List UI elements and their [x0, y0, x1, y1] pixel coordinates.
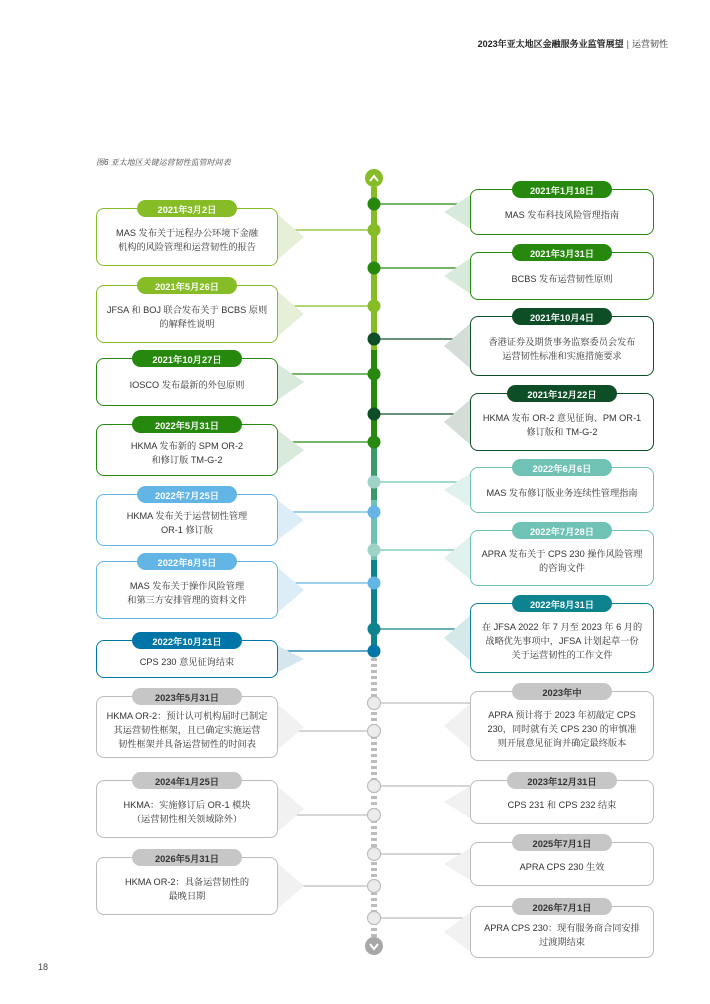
event-node — [368, 912, 381, 925]
event-description: APRA 发布关于 CPS 230 操作风险管理 的咨询文件 — [470, 530, 654, 586]
event-date-badge: 2022年8月31日 — [512, 595, 612, 612]
event-node — [368, 623, 381, 636]
event-node — [368, 436, 381, 449]
event-date-badge: 2022年10月21日 — [132, 632, 242, 649]
event-description: HKMA 发布关于运营韧性管理 OR-1 修订版 — [96, 494, 278, 546]
event-description: 香港证券及期货事务监察委员会发布 运营韧性标准和实施措施要求 — [470, 316, 654, 376]
event-description: 在 JFSA 2022 年 7 月至 2023 年 6 月的 战略优先事项中，JFSA 计划起草一份 关于运营韧性的工作文件 — [470, 603, 654, 673]
axis-start-chevron-icon — [365, 169, 383, 187]
event-date-badge: 2022年6月6日 — [512, 459, 612, 476]
event-description: HKMA：实施修订后 OR-1 模块 （运营韧性相关领域除外） — [96, 780, 278, 838]
event-pointer — [444, 847, 472, 881]
event-node — [368, 880, 381, 893]
event-date-badge: 2021年10月27日 — [132, 350, 242, 367]
event-date-badge: 2023年12月31日 — [507, 772, 617, 789]
event-date-badge: 2023年中 — [512, 683, 612, 700]
event-pointer — [444, 257, 472, 295]
event-pointer — [276, 429, 304, 471]
event-pointer — [444, 702, 472, 750]
event-pointer — [444, 398, 472, 446]
event-pointer — [444, 911, 472, 953]
event-node — [368, 198, 381, 211]
event-description: APRA CPS 230 生效 — [470, 842, 654, 886]
event-date-badge: 2021年3月31日 — [512, 244, 612, 261]
event-description: IOSCO 发布最新的外包原则 — [96, 358, 278, 406]
event-description: MAS 发布关于远程办公环境下金融 机构的风险管理和运营韧性的报告 — [96, 208, 278, 266]
event-description: CPS 230 意见征询结束 — [96, 640, 278, 678]
event-node — [368, 262, 381, 275]
event-node — [368, 476, 381, 489]
figure-title: 图6 亚太地区关键运营韧性监管时间表 — [96, 158, 231, 167]
event-date-badge: 2021年3月2日 — [137, 200, 237, 217]
event-pointer — [444, 535, 472, 581]
report-title: 2023年亚太地区金融服务业监管展望 — [477, 39, 624, 49]
event-pointer — [276, 499, 304, 541]
page-number: 18 — [38, 962, 49, 972]
event-node — [368, 809, 381, 822]
event-date-badge: 2026年5月31日 — [132, 849, 242, 866]
event-date-badge: 2025年7月1日 — [512, 834, 612, 851]
event-node — [368, 544, 381, 557]
event-node — [368, 333, 381, 346]
event-pointer — [444, 785, 472, 819]
event-node — [368, 725, 381, 738]
event-pointer — [276, 213, 304, 261]
event-node — [368, 848, 381, 861]
event-description: MAS 发布修订版业务连续性管理指南 — [470, 467, 654, 513]
event-description: MAS 发布科技风险管理指南 — [470, 189, 654, 235]
event-date-badge: 2026年7月1日 — [512, 898, 612, 915]
event-node — [368, 780, 381, 793]
event-pointer — [444, 322, 472, 370]
event-pointer — [444, 472, 472, 508]
event-pointer — [276, 363, 304, 401]
event-pointer — [444, 194, 472, 230]
event-node — [368, 368, 381, 381]
header-separator: | — [626, 39, 629, 49]
event-date-badge: 2021年10月4日 — [512, 308, 612, 325]
event-pointer — [276, 785, 304, 833]
event-node — [368, 577, 381, 590]
event-description: HKMA OR-2：预计认可机构届时已制定 其运营韧性框架，且已确定实施运营 韧性框架并具备运营韧性的时间表 — [96, 696, 278, 758]
event-date-badge: 2024年1月25日 — [132, 772, 242, 789]
event-date-badge: 2022年7月28日 — [512, 522, 612, 539]
event-date-badge: 2021年1月18日 — [512, 181, 612, 198]
event-pointer — [276, 290, 304, 338]
event-date-badge: 2022年5月31日 — [132, 416, 242, 433]
event-node — [368, 506, 381, 519]
event-description: HKMA 发布 OR-2 意见征询、PM OR-1 修订版和 TM-G-2 — [470, 393, 654, 451]
event-description: HKMA OR-2：具备运营韧性的 最晚日期 — [96, 857, 278, 915]
event-pointer — [276, 862, 304, 910]
event-pointer — [276, 566, 304, 614]
event-description: JFSA 和 BOJ 联合发布关于 BCBS 原则 的解释性说明 — [96, 285, 278, 343]
event-pointer — [276, 703, 304, 751]
event-node — [368, 224, 381, 237]
event-date-badge: 2022年7月25日 — [137, 486, 237, 503]
event-description: BCBS 发布运营韧性原则 — [470, 252, 654, 300]
axis-end-chevron-icon — [365, 937, 383, 955]
event-pointer — [444, 614, 472, 662]
event-date-badge: 2021年12月22日 — [507, 385, 617, 402]
event-description: APRA CPS 230：现有服务商合同安排 过渡期结束 — [470, 906, 654, 958]
event-description: CPS 231 和 CPS 232 结束 — [470, 780, 654, 824]
event-pointer — [276, 645, 304, 673]
event-description: APRA 预计将于 2023 年初敲定 CPS 230，同时就有关 CPS 230 的审慎准 则开展意见征询并确定最终版本 — [470, 691, 654, 761]
event-date-badge: 2022年8月5日 — [137, 553, 237, 570]
event-date-badge: 2023年5月31日 — [132, 688, 242, 705]
event-node — [368, 300, 381, 313]
report-section: 运营韧性 — [631, 39, 668, 49]
event-node — [368, 645, 381, 658]
event-description: MAS 发布关于操作风险管理 和第三方安排管理的资料文件 — [96, 561, 278, 619]
event-node — [368, 408, 381, 421]
event-node — [368, 697, 381, 710]
event-description: HKMA 发布新的 SPM OR-2 和修订版 TM-G-2 — [96, 424, 278, 476]
event-date-badge: 2021年5月26日 — [137, 277, 237, 294]
